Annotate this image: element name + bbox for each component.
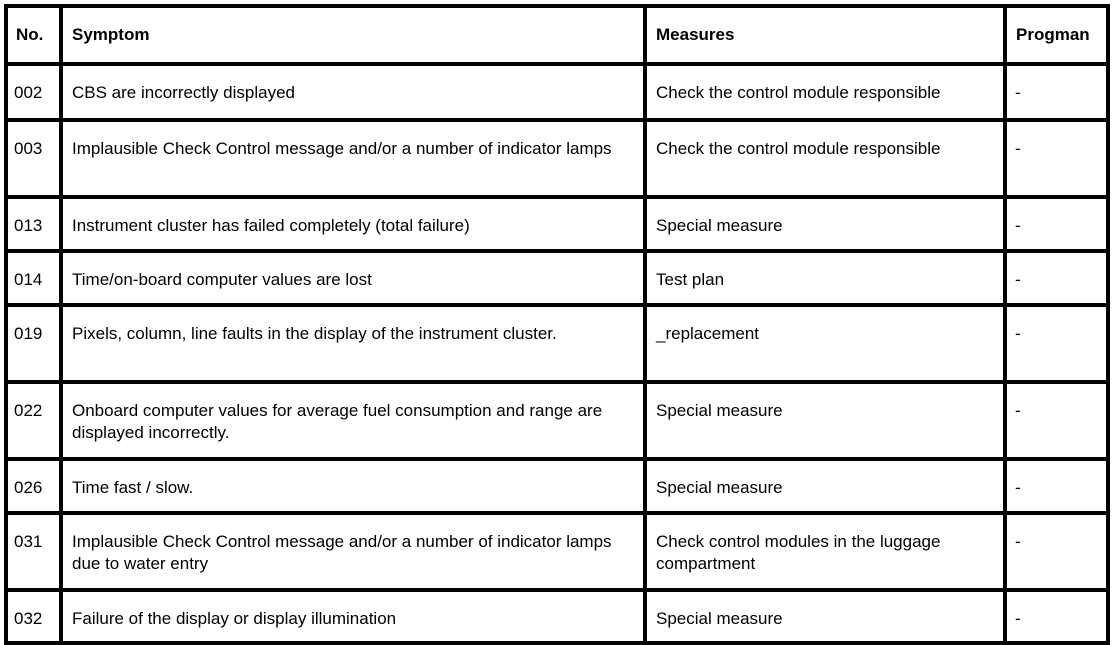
header-progman: Progman: [1005, 6, 1108, 64]
row-measures: Special measure: [645, 459, 1005, 513]
row-measures: Special measure: [645, 382, 1005, 459]
row-measures: Check control modules in the luggage compartment: [645, 513, 1005, 590]
row-progman: -: [1005, 64, 1108, 120]
table-row: [6, 305, 1108, 382]
row-symptom: Implausible Check Control message and/or a number of indicator lamps: [61, 120, 645, 197]
row-progman: -: [1005, 120, 1108, 197]
header-no: No.: [6, 6, 61, 64]
table-row: [6, 513, 1108, 590]
row-progman: -: [1005, 251, 1108, 305]
header-symptom: Symptom: [61, 6, 645, 64]
row-measures: Special measure: [645, 197, 1005, 251]
row-progman: -: [1005, 305, 1108, 382]
table-header-row: [6, 6, 1108, 64]
row-no: 002: [6, 64, 61, 120]
row-no: 031: [6, 513, 61, 590]
row-no: 026: [6, 459, 61, 513]
row-measures: _replacement: [645, 305, 1005, 382]
row-symptom: Pixels, column, line faults in the display of the instrument cluster.: [61, 305, 645, 382]
row-no: 013: [6, 197, 61, 251]
table-row: [6, 590, 1108, 643]
row-symptom: Onboard computer values for average fuel consumption and range are displayed incorrectly.: [61, 382, 645, 459]
row-measures: Special measure: [645, 590, 1005, 643]
row-progman: -: [1005, 590, 1108, 643]
row-no: 003: [6, 120, 61, 197]
header-measures: Measures: [645, 6, 1005, 64]
table-row: [6, 459, 1108, 513]
row-progman: -: [1005, 513, 1108, 590]
row-measures: Check the control module responsible: [645, 64, 1005, 120]
table-row: [6, 64, 1108, 120]
row-symptom: Time fast / slow.: [61, 459, 645, 513]
symptom-table: [4, 4, 1110, 645]
row-progman: -: [1005, 197, 1108, 251]
row-no: 022: [6, 382, 61, 459]
row-no: 032: [6, 590, 61, 643]
table-row: [6, 120, 1108, 197]
row-no: 014: [6, 251, 61, 305]
row-progman: -: [1005, 382, 1108, 459]
row-symptom: CBS are incorrectly displayed: [61, 64, 645, 120]
row-progman: -: [1005, 459, 1108, 513]
row-no: 019: [6, 305, 61, 382]
row-measures: Check the control module responsible: [645, 120, 1005, 197]
table-row: [6, 251, 1108, 305]
row-measures: Test plan: [645, 251, 1005, 305]
table-row: [6, 382, 1108, 459]
table-row: [6, 197, 1108, 251]
row-symptom: Implausible Check Control message and/or a number of indicator lamps due to water entry: [61, 513, 645, 590]
row-symptom: Failure of the display or display illumination: [61, 590, 645, 643]
row-symptom: Instrument cluster has failed completely (total failure): [61, 197, 645, 251]
row-symptom: Time/on-board computer values are lost: [61, 251, 645, 305]
